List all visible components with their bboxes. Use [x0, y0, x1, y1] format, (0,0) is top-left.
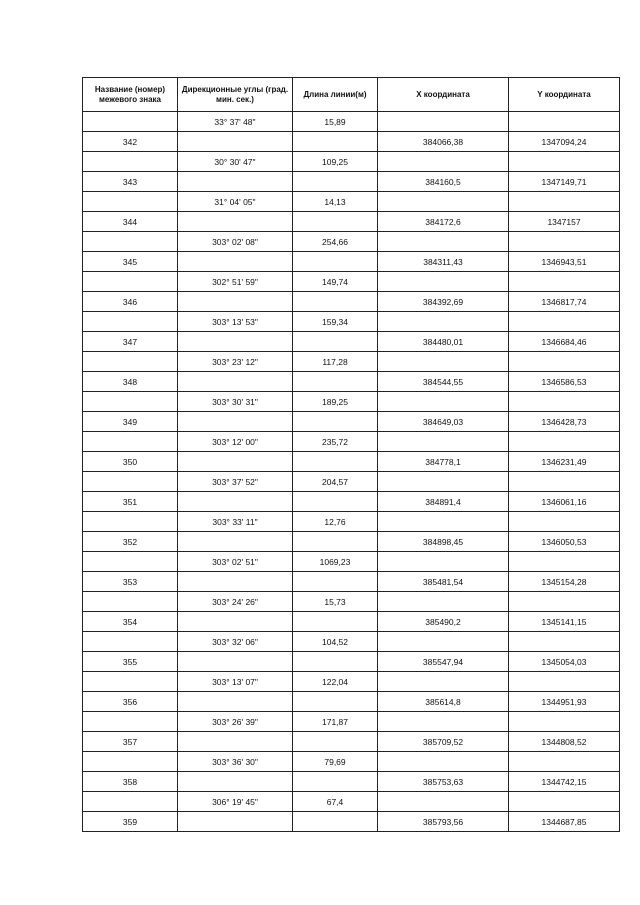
cell-name	[83, 432, 178, 452]
cell-angle	[178, 212, 293, 232]
cell-angle: 30° 30' 47"	[178, 152, 293, 172]
cell-x: 384480,01	[378, 332, 509, 352]
cell-angle: 303° 13' 53"	[178, 312, 293, 332]
table-row	[83, 452, 620, 472]
cell-name	[83, 312, 178, 332]
cell-x	[378, 752, 509, 772]
cell-name	[83, 632, 178, 652]
cell-angle: 303° 26' 39"	[178, 712, 293, 732]
cell-name: 347	[83, 332, 178, 352]
header-name: Название (номер) межевого знака	[83, 78, 178, 112]
table-row	[83, 552, 620, 572]
cell-name: 345	[83, 252, 178, 272]
coordinates-table	[82, 77, 620, 832]
table-row	[83, 372, 620, 392]
table-row	[83, 692, 620, 712]
cell-name: 344	[83, 212, 178, 232]
cell-name	[83, 352, 178, 372]
cell-angle: 303° 23' 12"	[178, 352, 293, 372]
table-row	[83, 752, 620, 772]
table-row	[83, 732, 620, 752]
cell-angle: 302° 51' 59"	[178, 272, 293, 292]
cell-name: 359	[83, 812, 178, 832]
cell-angle: 303° 12' 00"	[178, 432, 293, 452]
cell-length	[293, 332, 378, 352]
cell-y: 1344808,52	[509, 732, 620, 752]
cell-length	[293, 732, 378, 752]
cell-length	[293, 612, 378, 632]
table-row	[83, 432, 620, 452]
cell-length: 235,72	[293, 432, 378, 452]
table-row	[83, 212, 620, 232]
cell-name	[83, 712, 178, 732]
cell-y: 1347157	[509, 212, 620, 232]
cell-y	[509, 312, 620, 332]
table-header-row	[83, 78, 620, 112]
cell-angle	[178, 372, 293, 392]
cell-length	[293, 252, 378, 272]
cell-y	[509, 632, 620, 652]
cell-length	[293, 652, 378, 672]
cell-y: 1344951,93	[509, 692, 620, 712]
cell-y: 1347094,24	[509, 132, 620, 152]
table-row	[83, 812, 620, 832]
cell-name: 358	[83, 772, 178, 792]
table-row	[83, 772, 620, 792]
cell-angle: 303° 02' 51"	[178, 552, 293, 572]
cell-angle	[178, 532, 293, 552]
cell-y	[509, 672, 620, 692]
cell-x: 384160,5	[378, 172, 509, 192]
cell-x: 384172,6	[378, 212, 509, 232]
cell-name	[83, 752, 178, 772]
cell-name	[83, 672, 178, 692]
table-row	[83, 592, 620, 612]
cell-name	[83, 392, 178, 412]
table-row	[83, 632, 620, 652]
cell-x: 385614,8	[378, 692, 509, 712]
cell-x	[378, 632, 509, 652]
cell-y: 1347149,71	[509, 172, 620, 192]
cell-x: 384392,69	[378, 292, 509, 312]
cell-y: 1346428,73	[509, 412, 620, 432]
cell-length: 15,73	[293, 592, 378, 612]
cell-angle	[178, 172, 293, 192]
cell-x: 384778,1	[378, 452, 509, 472]
cell-name: 346	[83, 292, 178, 312]
cell-length: 189,25	[293, 392, 378, 412]
cell-name	[83, 272, 178, 292]
cell-name: 356	[83, 692, 178, 712]
cell-y: 1346943,51	[509, 252, 620, 272]
cell-angle	[178, 772, 293, 792]
cell-y	[509, 512, 620, 532]
table-row	[83, 292, 620, 312]
cell-x: 385490,2	[378, 612, 509, 632]
cell-angle	[178, 812, 293, 832]
cell-y	[509, 792, 620, 812]
cell-length	[293, 412, 378, 432]
cell-x: 385547,94	[378, 652, 509, 672]
cell-length: 104,52	[293, 632, 378, 652]
cell-length	[293, 292, 378, 312]
cell-name	[83, 152, 178, 172]
cell-x	[378, 712, 509, 732]
cell-length: 122,04	[293, 672, 378, 692]
cell-x: 385793,56	[378, 812, 509, 832]
cell-y	[509, 152, 620, 172]
cell-length: 159,34	[293, 312, 378, 332]
cell-x: 385753,63	[378, 772, 509, 792]
cell-x	[378, 112, 509, 132]
table-row	[83, 472, 620, 492]
cell-y: 1346586,53	[509, 372, 620, 392]
cell-x: 384544,55	[378, 372, 509, 392]
table-row	[83, 312, 620, 332]
table-row	[83, 572, 620, 592]
cell-length	[293, 132, 378, 152]
cell-name: 349	[83, 412, 178, 432]
cell-length	[293, 532, 378, 552]
cell-angle: 303° 37' 52"	[178, 472, 293, 492]
cell-x	[378, 512, 509, 532]
cell-x	[378, 152, 509, 172]
table-row	[83, 192, 620, 212]
table-row	[83, 172, 620, 192]
cell-x: 384891,4	[378, 492, 509, 512]
cell-length	[293, 212, 378, 232]
cell-name: 353	[83, 572, 178, 592]
cell-y: 1346231,49	[509, 452, 620, 472]
header-angle: Дирекционные углы (град. мин. сек.)	[178, 78, 293, 112]
cell-x: 384311,43	[378, 252, 509, 272]
cell-y: 1346061,16	[509, 492, 620, 512]
cell-length	[293, 572, 378, 592]
table-row	[83, 252, 620, 272]
cell-y	[509, 192, 620, 212]
table-row	[83, 152, 620, 172]
cell-angle	[178, 612, 293, 632]
cell-length: 12,76	[293, 512, 378, 532]
cell-angle	[178, 452, 293, 472]
cell-y: 1344742,15	[509, 772, 620, 792]
cell-angle: 33° 37' 48"	[178, 112, 293, 132]
table-row	[83, 132, 620, 152]
cell-y	[509, 112, 620, 132]
cell-length	[293, 692, 378, 712]
cell-name	[83, 112, 178, 132]
cell-angle: 303° 33' 11"	[178, 512, 293, 532]
cell-name: 352	[83, 532, 178, 552]
table-row	[83, 112, 620, 132]
cell-name	[83, 232, 178, 252]
cell-x	[378, 792, 509, 812]
cell-x	[378, 672, 509, 692]
cell-name	[83, 792, 178, 812]
cell-length	[293, 492, 378, 512]
cell-angle	[178, 412, 293, 432]
cell-x	[378, 352, 509, 372]
cell-angle	[178, 252, 293, 272]
table-row	[83, 492, 620, 512]
cell-length: 15,89	[293, 112, 378, 132]
cell-angle	[178, 332, 293, 352]
cell-x: 384649,03	[378, 412, 509, 432]
cell-y	[509, 232, 620, 252]
cell-angle: 303° 24' 26"	[178, 592, 293, 612]
table-row	[83, 652, 620, 672]
cell-y	[509, 472, 620, 492]
cell-name: 343	[83, 172, 178, 192]
cell-x	[378, 272, 509, 292]
cell-name: 342	[83, 132, 178, 152]
cell-length	[293, 772, 378, 792]
cell-y	[509, 352, 620, 372]
cell-x	[378, 192, 509, 212]
cell-x	[378, 432, 509, 452]
cell-y	[509, 712, 620, 732]
cell-angle	[178, 132, 293, 152]
cell-length: 14,13	[293, 192, 378, 212]
cell-angle: 31° 04' 05"	[178, 192, 293, 212]
table-row	[83, 792, 620, 812]
cell-y	[509, 392, 620, 412]
cell-x: 384898,45	[378, 532, 509, 552]
table-row	[83, 512, 620, 532]
cell-x: 384066,38	[378, 132, 509, 152]
cell-name	[83, 552, 178, 572]
cell-angle	[178, 652, 293, 672]
cell-angle: 303° 36' 30"	[178, 752, 293, 772]
cell-x	[378, 232, 509, 252]
cell-y: 1346684,46	[509, 332, 620, 352]
cell-x	[378, 472, 509, 492]
cell-length: 149,74	[293, 272, 378, 292]
table-row	[83, 392, 620, 412]
cell-length: 1069,23	[293, 552, 378, 572]
table-row	[83, 332, 620, 352]
cell-length: 171,87	[293, 712, 378, 732]
cell-x: 385709,52	[378, 732, 509, 752]
table-row	[83, 712, 620, 732]
cell-angle	[178, 572, 293, 592]
cell-name	[83, 192, 178, 212]
cell-y	[509, 752, 620, 772]
cell-x	[378, 592, 509, 612]
cell-name: 355	[83, 652, 178, 672]
header-length: Длина линии(м)	[293, 78, 378, 112]
cell-x	[378, 392, 509, 412]
header-y: Y координата	[509, 78, 620, 112]
cell-angle	[178, 492, 293, 512]
cell-angle: 303° 30' 31"	[178, 392, 293, 412]
cell-y	[509, 432, 620, 452]
cell-name: 348	[83, 372, 178, 392]
cell-length: 109,25	[293, 152, 378, 172]
cell-name: 357	[83, 732, 178, 752]
cell-length	[293, 452, 378, 472]
cell-y: 1346050,53	[509, 532, 620, 552]
cell-y	[509, 592, 620, 612]
table-row	[83, 672, 620, 692]
table-row	[83, 232, 620, 252]
cell-y: 1345054,03	[509, 652, 620, 672]
cell-angle: 303° 13' 07"	[178, 672, 293, 692]
cell-length: 117,28	[293, 352, 378, 372]
cell-x: 385481,54	[378, 572, 509, 592]
cell-length: 254,66	[293, 232, 378, 252]
cell-y: 1345154,28	[509, 572, 620, 592]
cell-length: 67,4	[293, 792, 378, 812]
cell-angle	[178, 732, 293, 752]
cell-length: 204,57	[293, 472, 378, 492]
cell-name: 351	[83, 492, 178, 512]
table-row	[83, 612, 620, 632]
cell-y: 1346817,74	[509, 292, 620, 312]
table-row	[83, 532, 620, 552]
cell-angle	[178, 692, 293, 712]
cell-angle: 303° 02' 08"	[178, 232, 293, 252]
cell-x	[378, 552, 509, 572]
cell-name	[83, 472, 178, 492]
cell-y	[509, 272, 620, 292]
table-row	[83, 272, 620, 292]
cell-length: 79,69	[293, 752, 378, 772]
cell-length	[293, 372, 378, 392]
cell-length	[293, 172, 378, 192]
header-x: X координата	[378, 78, 509, 112]
table-row	[83, 412, 620, 432]
table-row	[83, 352, 620, 372]
cell-x	[378, 312, 509, 332]
cell-angle: 306° 19' 45"	[178, 792, 293, 812]
cell-y	[509, 552, 620, 572]
cell-y: 1344687,85	[509, 812, 620, 832]
cell-name: 350	[83, 452, 178, 472]
cell-y: 1345141,15	[509, 612, 620, 632]
cell-name: 354	[83, 612, 178, 632]
cell-name	[83, 512, 178, 532]
cell-angle: 303° 32' 06"	[178, 632, 293, 652]
cell-angle	[178, 292, 293, 312]
cell-name	[83, 592, 178, 612]
cell-length	[293, 812, 378, 832]
